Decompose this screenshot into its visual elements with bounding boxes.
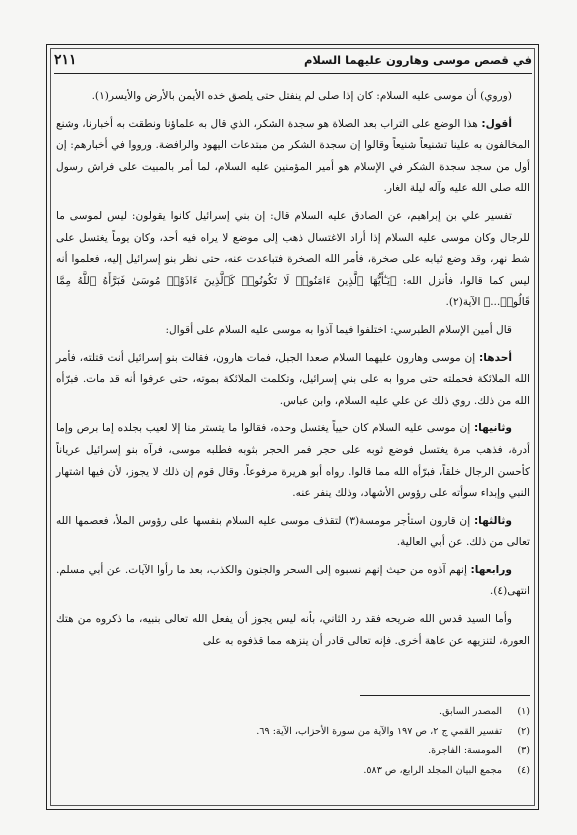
paragraph <box>56 418 530 504</box>
running-title: في قصص موسى وهارون عليهما السلام <box>303 53 532 67</box>
page-number: ٢١١ <box>54 52 77 68</box>
page-header <box>54 47 532 74</box>
paragraph <box>56 206 530 314</box>
footnote-number: (٢) <box>517 725 530 737</box>
paragraph <box>56 86 530 108</box>
paragraph-text: (وروي) أن موسى عليه السلام: كان إذا صلى لم ينفتل حتى يلصق خده الأيمن بالأرض والأيسر(١). <box>91 90 512 102</box>
paragraph <box>56 114 530 200</box>
paragraph <box>56 609 530 652</box>
paragraph <box>56 320 530 342</box>
paragraph-text: إنهم آذوه من حيث إنهم نسبوه إلى السحر والجنون والكذب، بعد ما رأوا الآيات. عن أبي مسلم. انتهى(٤). <box>56 563 530 598</box>
footnote-text: المصدر السابق. <box>439 706 502 717</box>
paragraph-text: وأما السيد قدس الله ضريحه فقد رد الثاني، بأنه ليس يجوز أن يفعل الله تعالى بنبيه، ما ذكروه من هتك العورة، لتنزيهه عن عاهة أخرى. فإنه تعالى قادر أن ينزهه مما قذفوه به على <box>56 613 530 647</box>
footnote-number: (٣) <box>517 745 530 757</box>
paragraph-lead: وثانيها: <box>473 422 512 435</box>
footnote <box>56 761 530 781</box>
footnote <box>56 741 530 761</box>
paragraph-text: إن موسى عليه السلام كان حيياً يغتسل وحده، فقالوا ما يتستر منا إلا لعيب بجلده إما برص وإما أدرة، فذهب مرة يغتسل فوضع ثوبه على حجر فمر الحجر بثوبه فطلبه موسى، فرآه بنو إسرائيل عرياناً كأحسن الرجال خلقاً، فبرّأه الله مما قالوا. رواه أبو هريرة مرفوعاً. وقال قوم إن ذلك لا يجوز، لأن فيها اشتهار النبي وإبداء سوأته على رؤوس الأشهاد، وذلك ينفر عنه. <box>56 422 530 500</box>
paragraph-lead: أقول: <box>481 117 512 130</box>
footnote <box>56 722 530 742</box>
paragraph <box>56 511 530 554</box>
page-body <box>56 86 530 658</box>
paragraph-lead: أحدها: <box>479 351 512 364</box>
paragraph-text: هذا الوضع على التراب بعد الصلاة هو سجدة الشكر، الذي قال به علماؤنا ونطقت به أخبارنا، وشنع المخالفون به علينا تشنيعاً شنيعاً وقالوا إن سجدة الشكر من مبتدعات اليهود والرافضة. ورووا في أخبارهم: إن أول من سجد سجدة الشكر في الإسلام هو أمير المؤمنين عليه السلام، لما أمر بالمبيت على فراش رسول الله صلى الله عليه وآله ليلة الغار. <box>56 117 530 195</box>
paragraph-text: إن موسى وهارون عليهما السلام صعدا الجبل، فمات هارون، فقالت بنو إسرائيل أنت قتلته، فأمر الله الملائكة فحملته حتى مروا به على بني إسرائيل، وتكلمت الملائكة بموته، حتى عرفوا أنه قد مات. فبرّأه الله من ذلك. روي ذلك عن علي عليه السلام، وابن عباس. <box>56 351 530 407</box>
paragraph-text: إن قارون استأجر مومسة(٣) لتقذف موسى عليه السلام بنفسها على رؤوس الملأ، فعصمها الله تعالى من ذلك. عن أبي العالية. <box>56 514 530 549</box>
paragraph-text: قال أمين الإسلام الطبرسي: اختلفوا فيما آذوا به موسى عليه السلام على أقوال: <box>165 323 512 336</box>
paragraph-lead: وثالثها: <box>473 514 512 527</box>
footnotes <box>56 695 530 780</box>
paragraph <box>56 348 530 413</box>
footnote-text: تفسير القمي ج ٢، ص ١٩٧ والآية من سورة الأحزاب، الآية: ٦٩. <box>256 725 502 737</box>
footnote-separator <box>360 695 530 696</box>
footnote-number: (١) <box>517 706 530 717</box>
paragraph-lead: ورابعها: <box>470 563 512 576</box>
paragraph <box>56 560 530 603</box>
footnote <box>56 702 530 722</box>
footnote-text: المومسة: الفاجرة. <box>428 745 502 757</box>
footnote-number: (٤) <box>517 764 530 776</box>
paragraph-text: تفسير علي بن إبراهيم، عن الصادق عليه السلام قال: إن بني إسرائيل كانوا يقولون: ليس لموسى ما للرجال وكان موسى عليه السلام إذا أراد الاغتسال ذهب إلى موضع لا يراه فيه أحد، وكان يوماً يغتسل على شط نهر، وقد وضع ثيابه على صخرة، فأمر الله الصخرة فتباعدت عنه، حتى نظر بنو إسرائيل إليه، فعلموا أنه ليس كما قالوا، فأنزل الله: ﴿يَـٰٓأَيُّهَا ٱلَّذِينَ ءَامَنُوا۟ لَا تَكُونُوا۟ كَٱلَّذِينَ ءَاذَوْا۟ مُوسَىٰ فَبَرَّأَهُ ٱللَّهُ مِمَّا قَالُوا۟...﴾ الآية(٢). <box>56 209 530 309</box>
footnote-text: مجمع البيان المجلد الرابع، ص ٥٨٣. <box>363 764 502 776</box>
